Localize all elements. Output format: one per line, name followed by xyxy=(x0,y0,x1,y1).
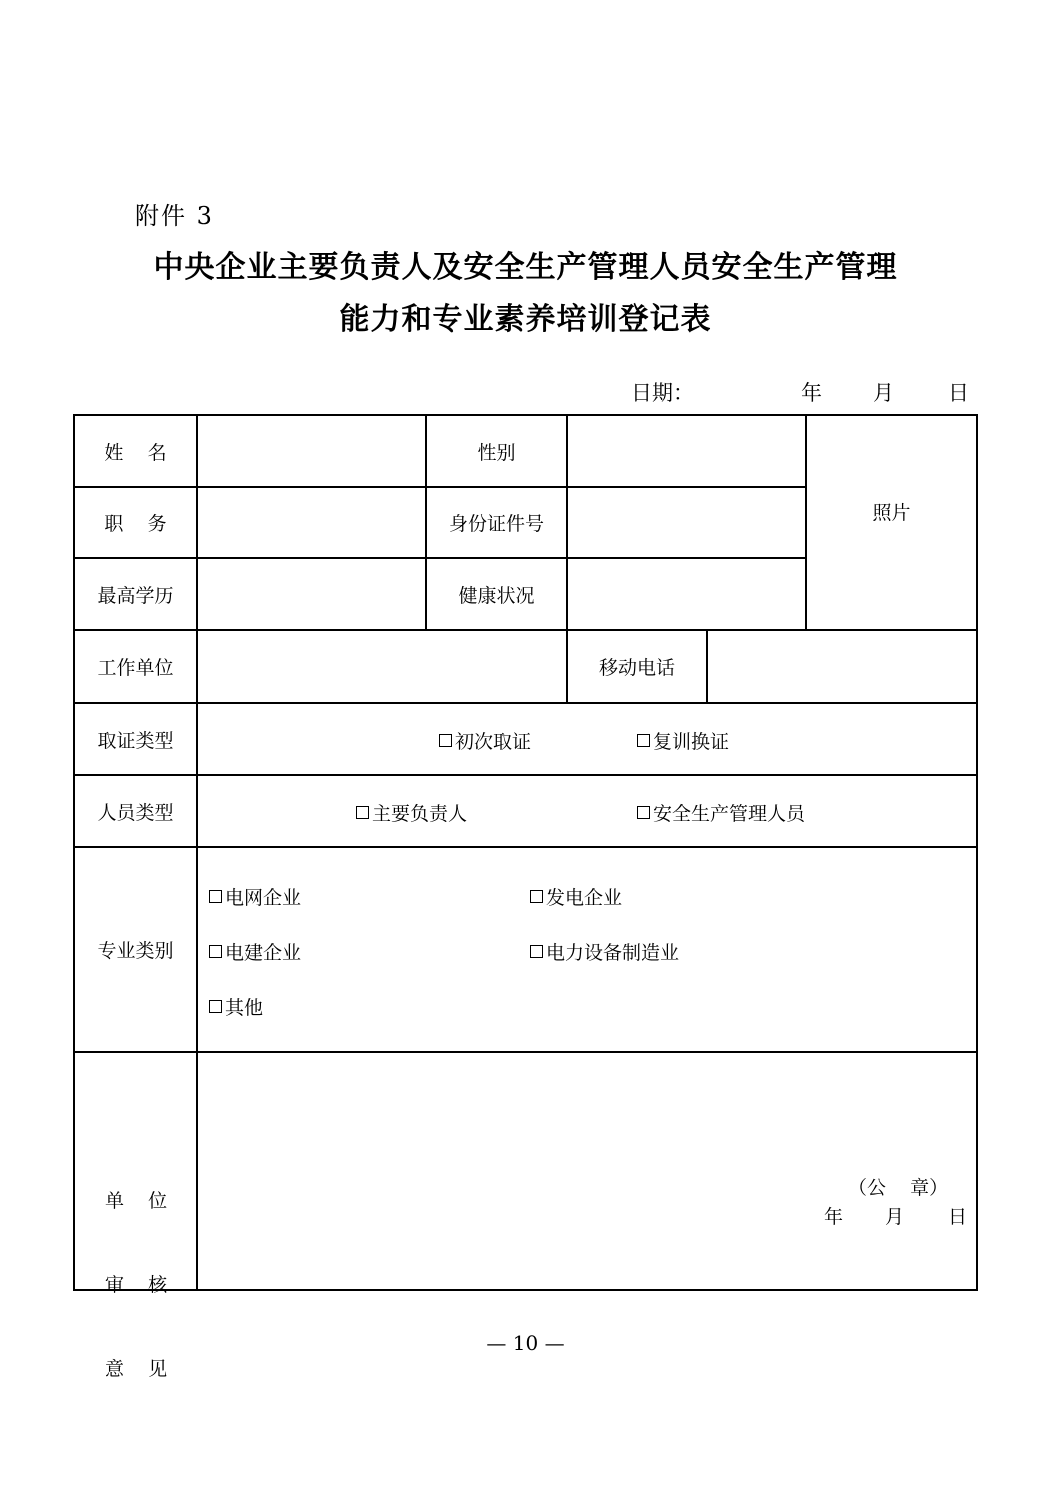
name-label: 姓 名 xyxy=(104,441,167,464)
education-field[interactable] xyxy=(198,559,425,629)
checkbox-icon[interactable] xyxy=(209,945,222,958)
review-date-year: 年 xyxy=(824,1206,844,1228)
cert-type-label: 取证类型 xyxy=(97,729,174,752)
review-opinion-field[interactable] xyxy=(198,1053,976,1289)
form-title-line2: 能力和专业素养培训登记表 xyxy=(339,302,712,337)
employer-field[interactable] xyxy=(198,631,566,702)
review-date-day: 日 xyxy=(948,1206,968,1228)
checkbox-icon[interactable] xyxy=(530,890,543,903)
position-label: 职 务 xyxy=(104,513,167,535)
cert-option-renewal[interactable]: 复训换证 xyxy=(637,727,729,754)
specialty-option-power-generation[interactable]: 发电企业 xyxy=(530,883,622,910)
staff-option-safety-manager[interactable]: 安全生产管理人员 xyxy=(637,799,805,826)
date-year-label: 年 xyxy=(801,381,822,405)
mobile-label: 移动电话 xyxy=(598,657,675,679)
cert-option-initial[interactable]: 初次取证 xyxy=(439,727,531,754)
specialty-label: 专业类别 xyxy=(97,940,174,962)
gender-field[interactable] xyxy=(568,416,805,486)
checkbox-icon[interactable] xyxy=(209,1000,222,1013)
review-date-month: 月 xyxy=(885,1206,905,1228)
checkbox-icon[interactable] xyxy=(637,806,650,819)
id-number-field[interactable] xyxy=(568,488,805,557)
specialty-option-equipment-manufacturing[interactable]: 电力设备制造业 xyxy=(530,938,679,965)
page-number: — 10 — xyxy=(486,1331,565,1355)
checkbox-icon[interactable] xyxy=(439,734,452,747)
date-day-label: 日 xyxy=(948,381,969,405)
health-label: 健康状况 xyxy=(458,584,535,607)
review-label: 单 位 审 核 意 见 xyxy=(105,1190,168,1380)
checkbox-icon[interactable] xyxy=(209,890,222,903)
photo-label: 照片 xyxy=(872,501,911,524)
specialty-option-grid[interactable]: 电网企业 xyxy=(209,883,301,910)
position-field[interactable] xyxy=(198,488,425,557)
attachment-label: 附件 3 xyxy=(135,202,214,230)
employer-label: 工作单位 xyxy=(97,657,174,679)
gender-label: 性别 xyxy=(477,441,516,464)
form-title-line1: 中央企业主要负责人及安全生产管理人员安全生产管理 xyxy=(153,250,898,285)
mobile-field[interactable] xyxy=(708,631,976,702)
id-number-label: 身份证件号 xyxy=(448,513,544,535)
date-label: 日期： xyxy=(631,381,694,405)
staff-type-label: 人员类型 xyxy=(97,801,174,824)
seal-label: （公 章） xyxy=(848,1177,949,1199)
date-month-label: 月 xyxy=(873,381,894,405)
specialty-option-other[interactable]: 其他 xyxy=(209,993,263,1020)
name-field[interactable] xyxy=(198,416,425,486)
photo-area[interactable] xyxy=(807,416,976,606)
health-field[interactable] xyxy=(568,559,805,629)
education-label: 最高学历 xyxy=(97,584,174,607)
staff-option-principal[interactable]: 主要负责人 xyxy=(356,799,467,826)
checkbox-icon[interactable] xyxy=(637,734,650,747)
checkbox-icon[interactable] xyxy=(530,945,543,958)
checkbox-icon[interactable] xyxy=(356,806,369,819)
specialty-option-power-construction[interactable]: 电建企业 xyxy=(209,938,301,965)
